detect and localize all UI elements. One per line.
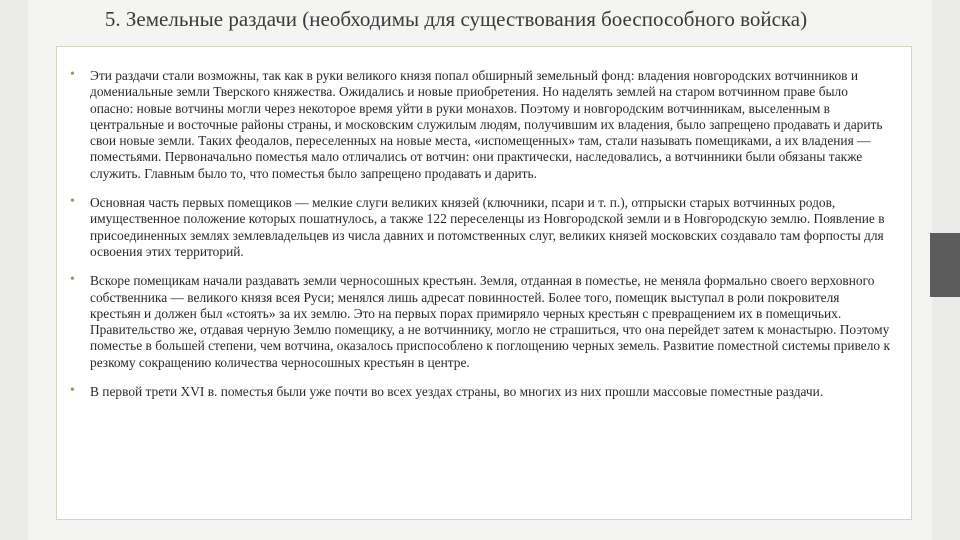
bullet-item-2	[70, 195, 890, 260]
bullet-icon: •	[70, 272, 75, 288]
bullet-text: Вскоре помещикам начали раздавать земли черносошных крестьян. Земля, отданная в поместье, не меняла формально своего верховного собственника — великого князя всея Руси; менялся лишь адресат повинностей. Более того, помещик выступал в роли покровителя крестьян и должен был «стоять» за их землю. Это на первых порах примиряло черных крестьян с превращением их в помещичьих. Правительство же, отдавая черную Землю помещику, а не вотчиннику, могло не страшиться, что она перейдет затем к монастырю. Поэтому поместье в большей степени, чем вотчина, оказалось приспособлено к поглощению черных земель. Развитие поместной системы привело к резкому сокращению количества черносошных крестьян в центре.	[90, 273, 890, 370]
bullet-item-1	[70, 68, 890, 182]
bullet-icon: •	[70, 194, 75, 210]
bullet-item-3	[70, 273, 890, 371]
side-tab-decoration	[930, 233, 960, 297]
bullet-icon: •	[70, 67, 75, 82]
bullet-text: В первой трети XVI в. поместья были уже почти во всех уездах страны, во многих из них прошли массовые поместные раздачи.	[90, 384, 824, 400]
bullet-icon: •	[70, 383, 75, 399]
slide-title: 5. Земельные раздачи (необходимы для существования боеспособного войска)	[104, 7, 808, 31]
left-side-band	[0, 0, 28, 540]
bullet-list	[70, 68, 890, 413]
bullet-item-4	[70, 384, 890, 400]
bullet-text: Эти раздачи стали возможны, так как в руки великого князя попал обширный земельный фонд: владения новгородских вотчинников и домениальные земли Тверского княжества. Ожидались и новые приобретения. Но наделять землей на старом вотчинном праве было опасно: новые вотчины могли через некоторое время уйти в руки монахов. Поэтому и новгородским вотчинникам, выселенным в центральные и восточные районы страны, и московским служилым людям, получившим их владения, было запрещено продавать и дарить свои новые земли. Таких феодалов, переселенных на новые места, «испомещенных» там, стали называть помещиками, а их владения — поместьями. Первоначально поместья мало отличались от вотчин: они практически, наследовались, а вотчинники были обязаны также служить. Главным было то, что поместья было запрещено продавать и дарить.	[90, 68, 883, 181]
bullet-text: Основная часть первых помещиков — мелкие слуги великих князей (ключники, псари и т. п.), отпрыски старых вотчинных родов, имущественное положение которых пошатнулось, а также 122 переселенцы из Новгородской земли и в Новгородскую землю. Появление в присоединенных землях землевладельцев из числа давних и потомственных слуг, великих князей московских создавало там форпосты для освоения этих территорий.	[90, 195, 885, 259]
